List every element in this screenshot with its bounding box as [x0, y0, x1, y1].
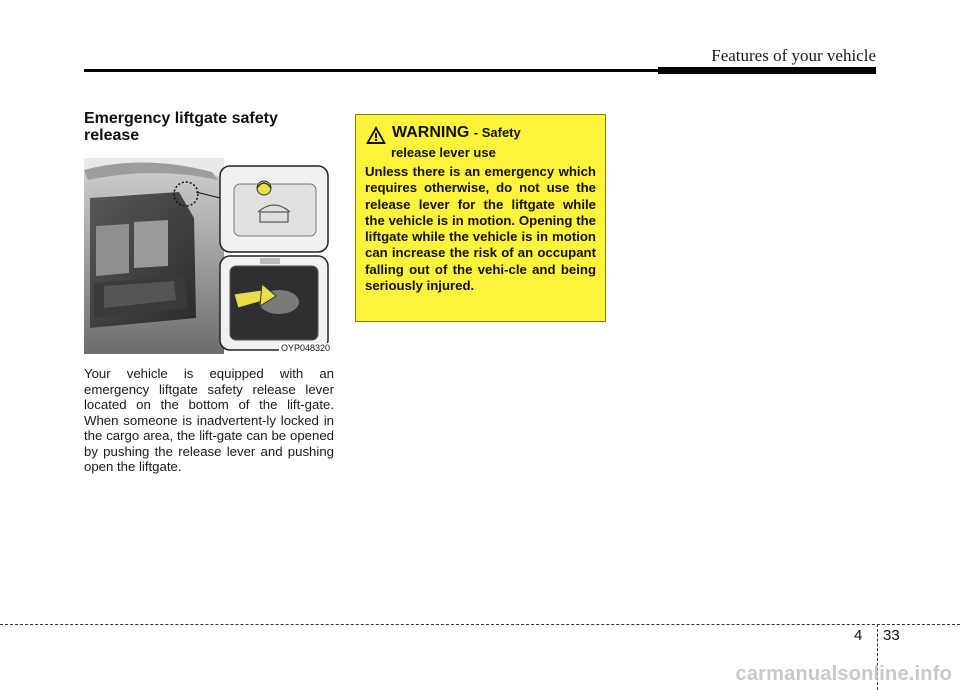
page-header-title: Features of your vehicle — [711, 46, 876, 65]
section-title: Emergency liftgate safety release — [84, 110, 278, 144]
figure-caption: OYP048320 — [280, 343, 330, 353]
figure — [84, 158, 334, 354]
warning-subtitle-line2: release lever use — [391, 145, 496, 160]
warning-body: Unless there is an emergency which requires otherwise, do not use the release lever for the liftgate while the vehicle is in motion. Opening the liftgate while the vehicle is in motion can increase the risk of an occupant falling out of the vehi-cle and being seriously injured. — [365, 164, 596, 294]
footer-dash-line — [0, 624, 960, 625]
warning-triangle-icon — [365, 125, 387, 145]
liftgate-illustration — [84, 158, 334, 354]
header-rule-thick — [658, 67, 876, 74]
warning-title — [392, 124, 521, 142]
page-number: 33 — [883, 627, 900, 644]
body-paragraph: Your vehicle is equipped with an emergency liftgate safety release lever located on the bottom of the lift-gate. When someone is inadvertent-ly locked in the cargo area, the lift-gate can be opened by pushing the release lever and pushing open the liftgate. — [84, 366, 334, 474]
page-chapter: 4 — [854, 627, 863, 644]
warning-heading — [365, 124, 596, 145]
watermark: carmanualsonline.info — [735, 663, 952, 685]
warning-subtitle: - Safety — [473, 125, 521, 140]
warning-word: WARNING — [392, 124, 470, 141]
warning-box — [355, 114, 606, 322]
header-rule — [84, 69, 660, 72]
